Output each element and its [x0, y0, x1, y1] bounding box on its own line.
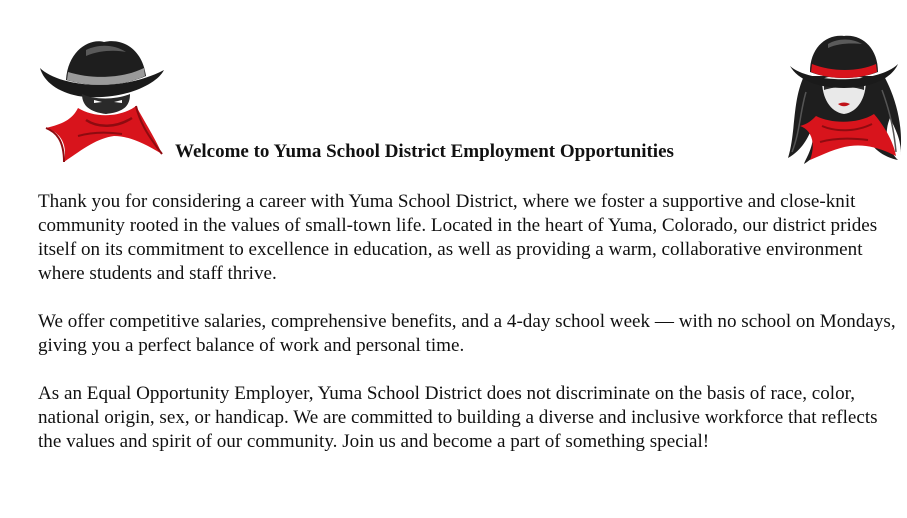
outlaw-mascot-female-icon — [786, 32, 902, 166]
paragraph-equal-opportunity: As an Equal Opportunity Employer, Yuma School District does not discriminate on the basis of race, color, national origin, sex, or handicap. We are committed to building a diverse and inclusive workforce that reflects the values and spirit of our community. Join us and become a part of something special! — [38, 383, 878, 452]
paragraph-intro: Thank you for considering a career with Yuma School District, where we foster a supportive and close-knit community rooted in the values of small-town life. Located in the heart of Yuma, Colorado, our district prides itself on its commitment to excellence in education, as well as providing a warm, collaborative environment where students and staff thrive. — [38, 191, 878, 284]
page-title: Welcome to Yuma School District Employment Opportunities — [175, 141, 674, 162]
body-text — [38, 190, 898, 478]
outlaw-mascot-male-icon — [38, 36, 166, 164]
paragraph-benefits: We offer competitive salaries, comprehensive benefits, and a 4-day school week — with no school on Mondays, giving you a perfect balance of work and personal time. — [38, 311, 896, 356]
